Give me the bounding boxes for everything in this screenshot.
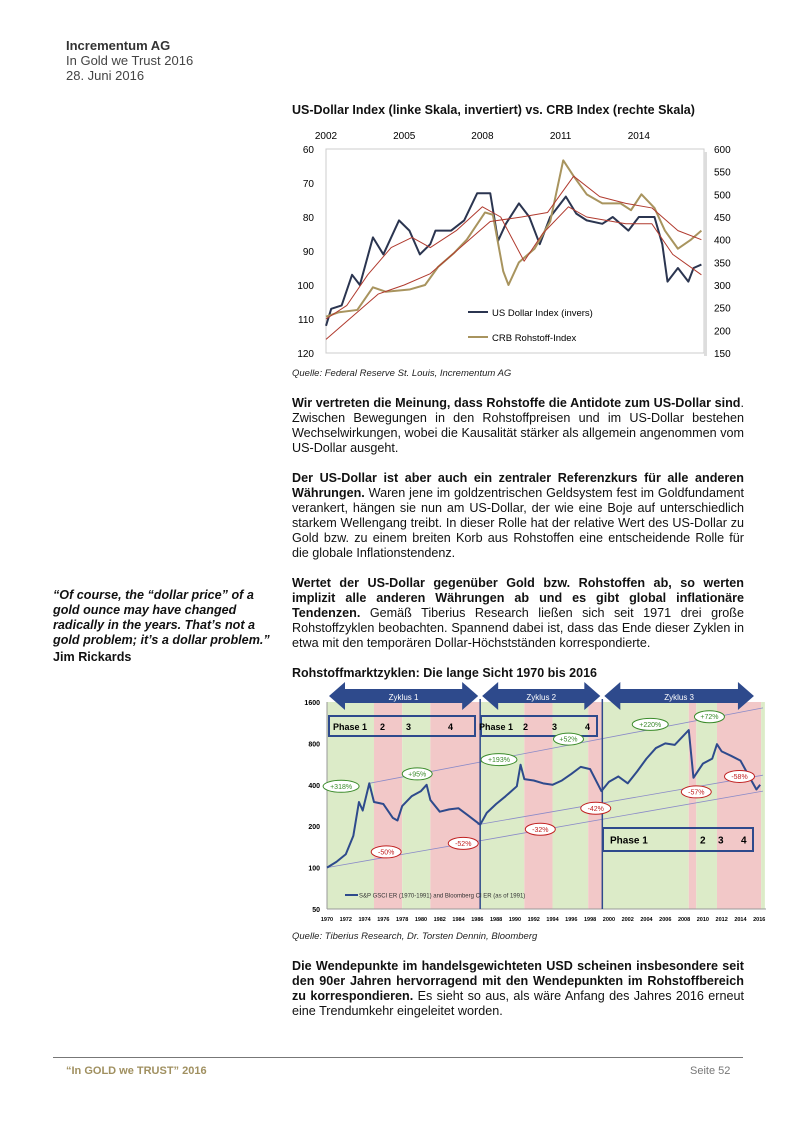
phase-band [402, 702, 430, 909]
phase-band [717, 702, 761, 909]
chart2-source: Quelle: Tiberius Research, Dr. Torsten Dennin, Bloomberg [292, 931, 538, 942]
x-tick-label: 2008 [471, 131, 494, 142]
x-tick-label: 2012 [715, 917, 728, 923]
sidebar-quote: “Of course, the “dollar price” of a gold ounce may have changed radically in the years. That’s not a gold problem; it’s a dollar problem.” [53, 588, 270, 647]
page-number: Seite 52 [690, 1065, 731, 1077]
y-tick-label: 200 [308, 824, 320, 832]
change-label: +95% [408, 771, 427, 779]
y-right-tick-label: 200 [714, 326, 731, 338]
legend-label-usd: US Dollar Index (invers) [492, 308, 593, 319]
x-tick-label: 1992 [527, 917, 540, 923]
x-tick-label: 1972 [339, 917, 352, 923]
phase-label: 4 [741, 835, 747, 847]
phase-label: 2 [700, 835, 706, 847]
y-right-tick-label: 400 [714, 235, 731, 247]
x-tick-label: 1996 [565, 917, 578, 923]
chart1-title: US-Dollar Index (linke Skala, invertiert) vs. CRB Index (rechte Skala) [292, 103, 695, 117]
y-right-tick-label: 300 [714, 281, 731, 292]
x-tick-label: 2000 [602, 917, 616, 923]
usd-crb-chart [290, 125, 750, 365]
paragraph-4 [292, 959, 744, 1019]
x-tick-label: 1970 [320, 917, 334, 923]
paragraph-2 [292, 471, 744, 561]
x-tick-label: 1994 [546, 917, 559, 923]
x-tick-label: 2004 [640, 917, 653, 923]
change-label: -52% [455, 840, 472, 848]
y-right-tick-label: 500 [714, 190, 731, 202]
y-left-tick-label: 60 [302, 145, 314, 156]
change-label: -42% [587, 805, 604, 813]
chart1-source: Quelle: Federal Reserve St. Louis, Incrementum AG [292, 368, 512, 379]
change-label: -58% [731, 773, 748, 781]
change-label: -32% [532, 826, 549, 834]
x-tick-label: 2010 [696, 917, 709, 923]
y-left-tick-label: 110 [298, 315, 314, 326]
y-left-tick-label: 70 [302, 179, 314, 190]
phase-band [602, 702, 688, 909]
phase-band [374, 702, 402, 909]
chart2-title: Rohstoffmarktzyklen: Die lange Sicht 1970 bis 2016 [292, 666, 597, 680]
x-tick-label: 2008 [677, 917, 691, 923]
change-label: -57% [688, 789, 705, 797]
change-label: +193% [487, 757, 510, 765]
x-tick-label: 2014 [627, 131, 650, 142]
x-tick-label: 2016 [753, 917, 766, 923]
change-label: +72% [700, 714, 719, 722]
phase-label: 2 [523, 722, 529, 732]
paragraph-4-body: Es sieht so aus, als wäre Anfang des Jahres 2016 erneut eine Trendumkehr eingeleitet worden. [292, 989, 744, 1018]
x-tick-label: 1982 [433, 917, 446, 923]
page-header [66, 38, 193, 83]
y-tick-label: 400 [308, 782, 320, 790]
paragraph-3 [292, 576, 744, 651]
x-tick-label: 1988 [490, 917, 503, 923]
phase-label: 3 [552, 722, 558, 732]
cycle-label: Zyklus 1 [388, 693, 419, 702]
x-tick-label: 1976 [377, 917, 390, 923]
x-tick-label: 1990 [508, 917, 522, 923]
footer-divider [53, 1057, 743, 1058]
change-label: +220% [639, 721, 662, 729]
y-tick-label: 800 [308, 741, 320, 749]
y-right-tick-label: 450 [714, 213, 731, 224]
report-date: 28. Juni 2016 [66, 68, 145, 83]
x-tick-label: 2014 [734, 917, 747, 923]
commodity-cycles-chart [290, 681, 770, 931]
x-tick-label: 1980 [414, 917, 428, 923]
phase-label: Phase 1 [610, 835, 648, 847]
phase-label: 4 [448, 722, 454, 732]
y-right-tick-label: 600 [714, 145, 731, 156]
legend-label-crb: CRB Rohstoff-Index [492, 333, 577, 344]
phase-band [761, 702, 765, 909]
change-label: +318% [330, 783, 353, 791]
paragraph-1-body: . Zwischen Bewegungen in den Rohstoffpreisen und im US-Dollar bestehen Wechselwirkungen, wobei die Kausalität stärker als allgemein angenommen vom US-Dollar ausgeht. [292, 396, 744, 455]
quote-author: Jim Rickards [53, 650, 132, 664]
cycle-label: Zyklus 3 [664, 693, 695, 702]
y-left-tick-label: 100 [297, 281, 314, 292]
phase-band [696, 702, 717, 909]
change-label: +52% [559, 736, 578, 744]
phase-label: 3 [718, 835, 724, 847]
paragraph-2-body: Waren jene im goldzentrischen Geldsystem fest im Goldfundament verankert, hängen sie nun am US-Dollar, der wie eine Boje auf unterschiedlich starkem Wellengang treibt. In dieser Rolle hat der relative Wert des US-Dollar zu Gold bzw. zu einem breiten Korb aus Rohstoffen eine entscheidende Rolle für die globale Inflationstendenz. [292, 486, 744, 560]
y-tick-label: 1600 [304, 700, 320, 707]
x-tick-label: 1978 [396, 917, 409, 923]
x-tick-label: 2011 [549, 131, 572, 142]
cycle-label: Zyklus 2 [526, 693, 557, 702]
x-tick-label: 2002 [314, 131, 338, 142]
phase-band [480, 702, 524, 909]
report-title: In Gold we Trust 2016 [66, 53, 194, 68]
y-tick-label: 50 [312, 907, 320, 914]
x-tick-label: 1984 [452, 917, 465, 923]
y-right-tick-label: 350 [714, 258, 731, 270]
y-right-tick-label: 250 [714, 303, 731, 315]
phase-label: Phase 1 [479, 722, 514, 732]
x-tick-label: 2005 [393, 131, 416, 142]
phase-band [524, 702, 552, 909]
sidebar [53, 588, 275, 665]
paragraph-1-lead: Wir vertreten die Meinung, dass Rohstoffe die Antidote zum US-Dollar sind [292, 396, 741, 410]
x-tick-label: 1986 [471, 917, 484, 923]
paragraph-3-lead: Wertet der US-Dollar gegenüber Gold bzw. Rohstoffen ab, so werten implizit alle anderen Währungen ab und es gibt global inflationäre Tendenzen. [292, 576, 744, 620]
x-tick-label: 1974 [358, 917, 371, 923]
paragraph-3-body: Gemäß Tiberius Research ließen sich seit 1971 drei große Rohstoffzyklen beobachten. Spannend dabei ist, dass das Ende dieser Zyklen in etwa mit den temporären Dollar-Höchstständen korrespondierte. [292, 606, 744, 650]
paragraph-4-lead: Die Wendepunkte im handelsgewichteten USD scheinen insbesondere seit den 90er Jahren hervorragend mit den Wendepunkten im Rohstoffbereich zu korrespondieren. [292, 959, 744, 1003]
x-tick-label: 2006 [659, 917, 672, 923]
plot-area [326, 149, 704, 353]
y-tick-label: 100 [308, 865, 320, 873]
phase-label: 2 [380, 722, 386, 732]
plot-shadow [704, 152, 707, 356]
y-left-tick-label: 80 [302, 213, 314, 224]
paragraph-2-lead: Der US-Dollar ist aber auch ein zentraler Referenzkurs für alle anderen Währungen. [292, 471, 744, 500]
change-label: -50% [378, 849, 395, 857]
phase-label: Phase 1 [333, 722, 368, 732]
company-name: Incrementum AG [66, 38, 171, 53]
phase-band [430, 702, 480, 909]
phase-label: 4 [585, 722, 591, 732]
y-right-tick-label: 150 [714, 349, 731, 360]
phase-label: 3 [406, 722, 412, 732]
y-right-tick-label: 550 [714, 167, 731, 179]
x-tick-label: 1998 [583, 917, 597, 923]
legend-label: S&P GSCI ER (1970-1991) and Bloomberg CI ER (as of 1991) [359, 893, 526, 900]
y-left-tick-label: 90 [302, 247, 314, 258]
main-column [292, 103, 766, 1034]
y-left-tick-label: 120 [297, 349, 314, 360]
phase-band [327, 702, 374, 909]
x-tick-label: 2002 [621, 917, 634, 923]
paragraph-1 [292, 396, 744, 456]
footer-title: “In GOLD we TRUST” 2016 [66, 1065, 207, 1077]
